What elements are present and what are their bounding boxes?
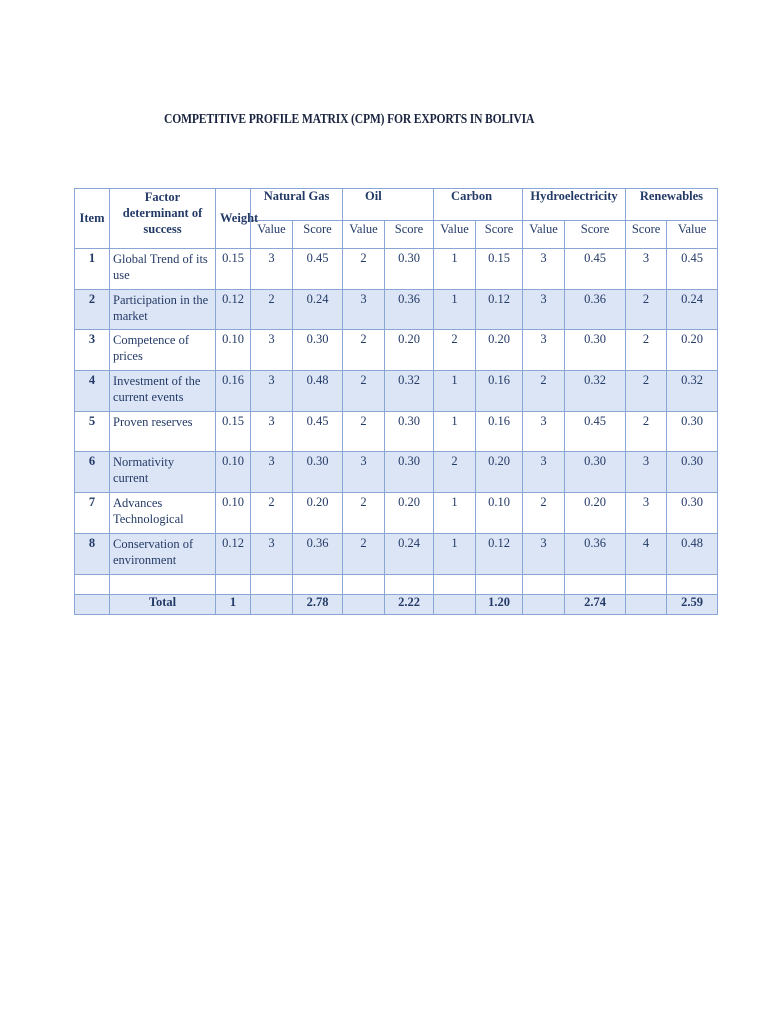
total-row — [75, 594, 718, 614]
score-cell: 0.30 — [385, 452, 434, 493]
value-cell: 3 — [626, 249, 667, 290]
value-cell: 3 — [251, 330, 293, 371]
value-cell: 3 — [523, 452, 565, 493]
value-cell: 3 — [523, 289, 565, 330]
subheader-cell: Score — [626, 221, 667, 249]
total-empty-cell — [434, 594, 476, 614]
weight-cell: 0.10 — [216, 452, 251, 493]
blank-cell — [523, 574, 565, 594]
score-cell: 0.30 — [667, 452, 718, 493]
value-cell: 3 — [251, 411, 293, 452]
value-cell: 3 — [343, 452, 385, 493]
value-cell: 2 — [626, 289, 667, 330]
subheader-cell: Value — [523, 221, 565, 249]
score-cell: 0.48 — [293, 371, 343, 412]
weight-cell: 0.10 — [216, 330, 251, 371]
item-cell: 2 — [75, 289, 110, 330]
score-cell: 0.24 — [293, 289, 343, 330]
value-cell: 3 — [251, 371, 293, 412]
score-cell: 0.12 — [476, 533, 523, 574]
blank-cell — [251, 574, 293, 594]
value-cell: 3 — [523, 533, 565, 574]
total-empty-cell — [626, 594, 667, 614]
subheader-cell: Value — [251, 221, 293, 249]
header-factor: Factor determinant of success — [110, 189, 216, 249]
score-cell: 0.20 — [667, 330, 718, 371]
value-cell: 2 — [434, 330, 476, 371]
weight-cell: 0.15 — [216, 411, 251, 452]
header-row-groups — [75, 189, 718, 221]
score-cell: 0.45 — [293, 411, 343, 452]
score-cell: 0.32 — [667, 371, 718, 412]
score-cell: 0.45 — [293, 249, 343, 290]
cpm-table — [74, 188, 718, 615]
value-cell: 1 — [434, 493, 476, 534]
item-cell: 6 — [75, 452, 110, 493]
weight-cell: 0.16 — [216, 371, 251, 412]
score-cell: 0.36 — [565, 533, 626, 574]
header-item: Item — [75, 189, 110, 249]
value-cell: 3 — [523, 411, 565, 452]
score-cell: 0.30 — [293, 452, 343, 493]
score-cell: 0.45 — [667, 249, 718, 290]
blank-cell — [385, 574, 434, 594]
item-cell: 8 — [75, 533, 110, 574]
value-cell: 2 — [626, 371, 667, 412]
table-row — [75, 330, 718, 371]
value-cell: 2 — [343, 533, 385, 574]
value-cell: 1 — [434, 371, 476, 412]
score-cell: 0.15 — [476, 249, 523, 290]
weight-cell: 0.12 — [216, 289, 251, 330]
table-row — [75, 289, 718, 330]
score-cell: 0.20 — [476, 330, 523, 371]
factor-cell: Competence of prices — [110, 330, 216, 371]
value-cell: 3 — [343, 289, 385, 330]
value-cell: 1 — [434, 249, 476, 290]
header-group-oil: Oil — [343, 189, 434, 221]
factor-cell: Proven reserves — [110, 411, 216, 452]
subheader-cell: Score — [293, 221, 343, 249]
score-cell: 0.48 — [667, 533, 718, 574]
table-row — [75, 533, 718, 574]
score-cell: 0.30 — [667, 411, 718, 452]
score-cell: 0.30 — [565, 330, 626, 371]
item-cell: 1 — [75, 249, 110, 290]
value-cell: 2 — [343, 411, 385, 452]
score-cell: 0.16 — [476, 371, 523, 412]
total-score-natural-gas: 2.78 — [293, 594, 343, 614]
score-cell: 0.24 — [385, 533, 434, 574]
value-cell: 3 — [626, 452, 667, 493]
score-cell: 0.30 — [385, 249, 434, 290]
score-cell: 0.45 — [565, 411, 626, 452]
table-row — [75, 452, 718, 493]
header-group-natural-gas: Natural Gas — [251, 189, 343, 221]
item-cell: 5 — [75, 411, 110, 452]
value-cell: 1 — [434, 289, 476, 330]
total-score-renewables: 2.59 — [667, 594, 718, 614]
score-cell: 0.30 — [293, 330, 343, 371]
score-cell: 0.10 — [476, 493, 523, 534]
value-cell: 2 — [251, 493, 293, 534]
value-cell: 3 — [626, 493, 667, 534]
value-cell: 3 — [523, 330, 565, 371]
value-cell: 2 — [523, 493, 565, 534]
weight-cell: 0.12 — [216, 533, 251, 574]
item-cell: 4 — [75, 371, 110, 412]
total-score-oil: 2.22 — [385, 594, 434, 614]
header-group-renewables: Renewables — [626, 189, 718, 221]
total-weight: 1 — [216, 594, 251, 614]
factor-cell: Normativity current — [110, 452, 216, 493]
blank-cell — [293, 574, 343, 594]
value-cell: 1 — [434, 533, 476, 574]
score-cell: 0.36 — [293, 533, 343, 574]
weight-cell: 0.15 — [216, 249, 251, 290]
value-cell: 2 — [343, 249, 385, 290]
table-body — [75, 249, 718, 575]
blank-cell — [565, 574, 626, 594]
score-cell: 0.36 — [385, 289, 434, 330]
total-empty-cell — [251, 594, 293, 614]
value-cell: 3 — [251, 533, 293, 574]
table-row — [75, 493, 718, 534]
table-row — [75, 411, 718, 452]
total-score-carbon: 1.20 — [476, 594, 523, 614]
value-cell: 2 — [626, 330, 667, 371]
table-row — [75, 371, 718, 412]
header-group-hydroelectricity: Hydroelectricity — [523, 189, 626, 221]
value-cell: 3 — [523, 249, 565, 290]
value-cell: 1 — [434, 411, 476, 452]
score-cell: 0.20 — [293, 493, 343, 534]
score-cell: 0.12 — [476, 289, 523, 330]
subheader-cell: Value — [434, 221, 476, 249]
score-cell: 0.16 — [476, 411, 523, 452]
item-cell: 3 — [75, 330, 110, 371]
value-cell: 3 — [251, 249, 293, 290]
blank-cell — [110, 574, 216, 594]
blank-cell — [343, 574, 385, 594]
value-cell: 2 — [251, 289, 293, 330]
blank-cell — [476, 574, 523, 594]
factor-cell: Investment of the current events — [110, 371, 216, 412]
score-cell: 0.20 — [385, 493, 434, 534]
subheader-cell: Score — [385, 221, 434, 249]
value-cell: 2 — [626, 411, 667, 452]
table-row — [75, 249, 718, 290]
header-group-carbon: Carbon — [434, 189, 523, 221]
score-cell: 0.36 — [565, 289, 626, 330]
value-cell: 2 — [343, 330, 385, 371]
score-cell: 0.32 — [565, 371, 626, 412]
value-cell: 3 — [251, 452, 293, 493]
score-cell: 0.20 — [565, 493, 626, 534]
total-label: Total — [110, 594, 216, 614]
subheader-cell: Score — [565, 221, 626, 249]
factor-cell: Participation in the market — [110, 289, 216, 330]
score-cell: 0.30 — [565, 452, 626, 493]
subheader-cell: Score — [476, 221, 523, 249]
blank-cell — [626, 574, 667, 594]
factor-cell: Conservation of environment — [110, 533, 216, 574]
item-cell: 7 — [75, 493, 110, 534]
total-score-hydroelectricity: 2.74 — [565, 594, 626, 614]
blank-cell — [75, 574, 110, 594]
blank-cell — [216, 574, 251, 594]
total-empty-cell — [523, 594, 565, 614]
blank-cell — [667, 574, 718, 594]
header-weight: Weight — [216, 189, 251, 249]
score-cell: 0.32 — [385, 371, 434, 412]
score-cell: 0.45 — [565, 249, 626, 290]
value-cell: 2 — [343, 493, 385, 534]
total-empty-cell — [343, 594, 385, 614]
value-cell: 2 — [434, 452, 476, 493]
score-cell: 0.24 — [667, 289, 718, 330]
page-title: COMPETITIVE PROFILE MATRIX (CPM) FOR EXPORTS IN BOLIVIA — [164, 111, 535, 126]
blank-cell — [434, 574, 476, 594]
subheader-cell: Value — [667, 221, 718, 249]
value-cell: 4 — [626, 533, 667, 574]
weight-cell: 0.10 — [216, 493, 251, 534]
value-cell: 2 — [343, 371, 385, 412]
blank-row — [75, 574, 718, 594]
value-cell: 2 — [523, 371, 565, 412]
total-empty-cell — [75, 594, 110, 614]
factor-cell: Global Trend of its use — [110, 249, 216, 290]
score-cell: 0.30 — [385, 411, 434, 452]
subheader-cell: Value — [343, 221, 385, 249]
factor-cell: Advances Technological — [110, 493, 216, 534]
score-cell: 0.20 — [476, 452, 523, 493]
score-cell: 0.30 — [667, 493, 718, 534]
score-cell: 0.20 — [385, 330, 434, 371]
